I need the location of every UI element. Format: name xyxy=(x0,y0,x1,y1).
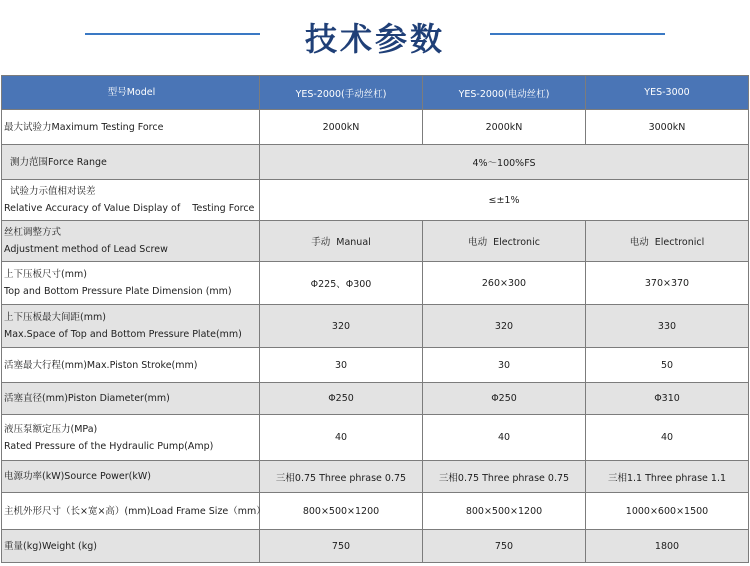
value-cell: 50 xyxy=(586,348,749,383)
row-label-line: Top and Bottom Pressure Plate Dimension (mm) xyxy=(4,286,232,297)
spec-table xyxy=(1,75,749,563)
value-cell: 手动 Manual xyxy=(260,221,423,262)
value-cell: 40 xyxy=(586,415,749,461)
value-cell: 800×500×1200 xyxy=(260,493,423,530)
row-label-line: Adjustment method of Lead Screw xyxy=(4,244,168,255)
header-row xyxy=(2,76,749,110)
value-cell: 40 xyxy=(260,415,423,461)
value-cell: 1800 xyxy=(586,530,749,563)
row-label-cell xyxy=(2,348,260,383)
value-cell: 800×500×1200 xyxy=(423,493,586,530)
value-cell: 3000kN xyxy=(586,110,749,145)
merged-value-cell: ≤±1% xyxy=(260,180,749,221)
value-cell: 电动 Electronicl xyxy=(586,221,749,262)
spec-row xyxy=(2,461,749,493)
value-cell: 40 xyxy=(423,415,586,461)
value-cell: 750 xyxy=(260,530,423,563)
row-label-cell xyxy=(2,221,260,262)
row-label-line: 活塞最大行程(mm)Max.Piston Stroke(mm) xyxy=(4,359,198,371)
row-label-line: Max.Space of Top and Bottom Pressure Plate(mm) xyxy=(4,329,242,340)
row-label-line: 上下压板尺寸(mm) xyxy=(4,269,87,280)
value-cell: Φ225、Φ300 xyxy=(260,262,423,305)
row-label-line: Rated Pressure of the Hydraulic Pump(Amp) xyxy=(4,440,214,452)
row-label-cell xyxy=(2,383,260,415)
spec-table-body xyxy=(2,76,749,563)
value-cell: 320 xyxy=(260,305,423,348)
value-cell: Φ310 xyxy=(586,383,749,415)
spec-row xyxy=(2,530,749,563)
row-label-line: 丝杠调整方式 xyxy=(4,227,62,238)
merged-value-cell: 4%～100%FS xyxy=(260,145,749,180)
row-label-cell xyxy=(2,493,266,530)
spec-row xyxy=(2,145,749,180)
row-label-line: 液压泵额定压力(MPa) xyxy=(4,423,98,435)
spec-row xyxy=(2,180,749,221)
row-label-cell xyxy=(2,180,260,221)
page-title: 技术参数 xyxy=(304,20,445,58)
header-model-cell: YES-2000(电动丝杠) xyxy=(423,76,586,110)
row-label-line: 测力范围Force Range xyxy=(4,156,107,168)
spec-row xyxy=(2,383,749,415)
row-label-cell xyxy=(2,530,260,563)
spec-row xyxy=(2,221,749,262)
value-cell: 370×370 xyxy=(586,262,749,305)
row-label-cell xyxy=(2,461,260,493)
spec-row xyxy=(2,110,749,145)
value-cell: 2000kN xyxy=(260,110,423,145)
row-label-line: 重量(kg)Weight (kg) xyxy=(4,540,98,552)
value-cell: Φ250 xyxy=(423,383,586,415)
value-cell: 三相0.75 Three phrase 0.75 xyxy=(260,461,423,493)
header-label-cell: 型号Model xyxy=(2,76,260,110)
row-label-cell xyxy=(2,262,260,305)
row-label-cell xyxy=(2,110,260,145)
value-cell: 2000kN xyxy=(423,110,586,145)
value-cell: 30 xyxy=(423,348,586,383)
row-label-line: 电源功率(kW)Source Power(kW) xyxy=(4,471,151,482)
value-cell: 1000×600×1500 xyxy=(586,493,749,530)
row-label-cell xyxy=(2,305,260,348)
value-cell: 750 xyxy=(423,530,586,563)
value-cell: 260×300 xyxy=(423,262,586,305)
spec-row xyxy=(2,493,749,530)
spec-row xyxy=(2,262,749,305)
value-cell: 30 xyxy=(260,348,423,383)
value-cell: 三相1.1 Three phrase 1.1 xyxy=(586,461,749,493)
row-label-line: 主机外形尺寸（长×宽×高）(mm)Load Frame Size（mm） xyxy=(4,505,266,517)
value-cell: 320 xyxy=(423,305,586,348)
row-label-line: 试验力示值相对误差 xyxy=(4,186,96,197)
title-rule-right xyxy=(490,33,665,35)
value-cell: 电动 Electronic xyxy=(423,221,586,262)
value-cell: 330 xyxy=(586,305,749,348)
value-cell: 三相0.75 Three phrase 0.75 xyxy=(423,461,586,493)
row-label-cell xyxy=(2,415,260,461)
row-label-line: Relative Accuracy of Value Display of Testing Force xyxy=(4,203,255,214)
spec-row xyxy=(2,348,749,383)
spec-row xyxy=(2,305,749,348)
header-model-cell: YES-2000(手动丝杠) xyxy=(260,76,423,110)
title-banner xyxy=(0,0,750,70)
row-label-line: 最大试验力Maximum Testing Force xyxy=(4,121,164,133)
spec-row xyxy=(2,415,749,461)
row-label-line: 活塞直径(mm)Piston Diameter(mm) xyxy=(4,393,170,404)
value-cell: Φ250 xyxy=(260,383,423,415)
row-label-line: 上下压板最大间距(mm) xyxy=(4,312,106,323)
header-model-cell: YES-3000 xyxy=(586,76,749,110)
row-label-cell xyxy=(2,145,260,180)
